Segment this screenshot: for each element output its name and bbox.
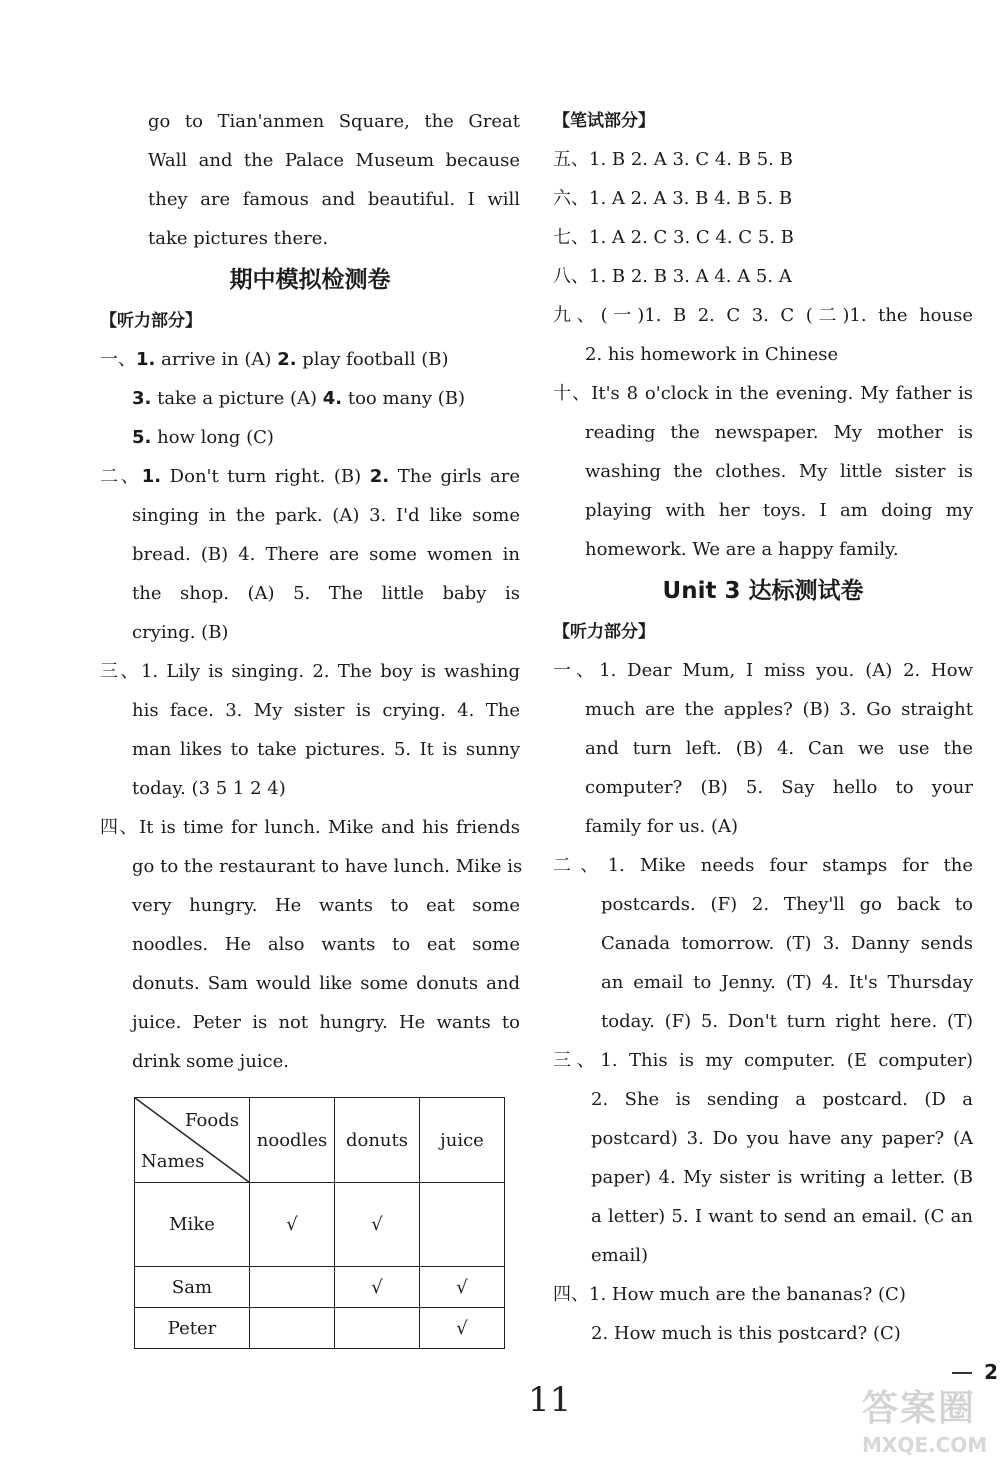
u1-line: much are the apples? (B) 3. Go straight [585, 699, 973, 720]
q10-line: homework. We are a happy family. [585, 539, 899, 560]
u4-line: 2. How much is this postcard? (C) [591, 1323, 901, 1344]
u3-line: postcard) 3. Do you have any paper? (A [591, 1128, 973, 1149]
u3-line: paper) 4. My sister is writing a letter. (B [591, 1167, 973, 1188]
check-cell [420, 1183, 505, 1267]
row-name: Peter [135, 1308, 250, 1349]
u4-line: 四、1. How much are the bananas? (C) [553, 1284, 906, 1305]
q8-line: 八、1. B 2. B 3. A 4. A 5. A [553, 266, 792, 287]
item-num: 1. [136, 349, 156, 370]
check-cell: √ [335, 1183, 420, 1267]
table-row [135, 1308, 505, 1349]
midterm-heading: 期中模拟检测卷 [229, 267, 391, 293]
item-text: play football (B) [296, 349, 449, 370]
item-text: It is time for lunch. Mike and his friends [139, 817, 520, 838]
check-cell: √ [335, 1267, 420, 1308]
row-name: Sam [135, 1267, 250, 1308]
q10-line: washing the clothes. My little sister is [585, 461, 973, 482]
page-number: 2 [984, 1360, 998, 1384]
q4-line: very hungry. He wants to eat some [132, 895, 520, 916]
check-cell: √ [250, 1183, 335, 1267]
listening-section-label: 【听力部分】 [553, 622, 655, 642]
column-header: donuts [335, 1098, 420, 1183]
q5-line: 五、1. B 2. A 3. C 4. B 5. B [553, 149, 793, 170]
u1-line: family for us. (A) [585, 816, 739, 837]
foods-label: Foods [185, 1110, 239, 1131]
q2-line: bread. (B) 4. There are some women in [132, 544, 520, 565]
foods-table [134, 1097, 505, 1349]
item-text: The girls are [389, 466, 520, 487]
table-row [135, 1267, 505, 1308]
text-line: they are famous and beautiful. I will [148, 189, 520, 210]
table-header-row [135, 1098, 505, 1183]
item-num: 2. [369, 466, 390, 487]
q3-line: his face. 3. My sister is crying. 4. The [132, 700, 520, 721]
q2-line: crying. (B) [132, 622, 229, 643]
q1-number: 一、 [100, 349, 136, 370]
text-line: Wall and the Palace Museum because [148, 150, 520, 171]
check-cell [250, 1267, 335, 1308]
q4-line: donuts. Sam would like some donuts and [132, 973, 520, 994]
q4-line: juice. Peter is not hungry. He wants to [132, 1012, 520, 1033]
q3-line: today. (3 5 1 2 4) [132, 778, 286, 799]
item-text: how long (C) [151, 427, 274, 448]
q4-line: go to the restaurant to have lunch. Mike is [132, 856, 523, 877]
watermark-logo [862, 1380, 998, 1460]
listening-section-label: 【听力部分】 [100, 311, 202, 331]
q3-line: man likes to take pictures. 5. It is sunny [132, 739, 520, 760]
q9-line: 2. his homework in Chinese [585, 344, 839, 365]
q2-line: singing in the park. (A) 3. I'd like some [132, 505, 520, 526]
column-header: juice [420, 1098, 505, 1183]
item-num: 4. [322, 388, 343, 409]
check-cell: √ [420, 1267, 505, 1308]
q3-line [100, 652, 520, 691]
table-row [135, 1183, 505, 1267]
check-cell [335, 1308, 420, 1349]
q1-line [100, 379, 520, 418]
u3-line: 三、1. This is my computer. (E computer) [553, 1050, 973, 1071]
u2-line: 二、1. Mike needs four stamps for the [553, 855, 973, 876]
q2-number: 二、 [100, 466, 142, 487]
check-cell [250, 1308, 335, 1349]
q10-line: playing with her toys. I am doing my [585, 500, 973, 521]
u3-line: a letter) 5. I want to send an email. (C an [591, 1206, 973, 1227]
q4-number: 四、 [100, 817, 140, 838]
names-label: Names [141, 1151, 205, 1172]
u3-line: email) [591, 1245, 648, 1266]
q9-line: 九、(一)1. B 2. C 3. C (二)1. the house [553, 305, 973, 326]
item-text: Don't turn right. (B) [161, 466, 370, 487]
u2-line: postcards. (F) 2. They'll go back to [601, 894, 973, 915]
item-num: 3. [132, 388, 152, 409]
u1-line: 一、1. Dear Mum, I miss you. (A) 2. How [553, 660, 973, 681]
q4-line [100, 808, 520, 847]
item-num: 1. [141, 466, 162, 487]
check-cell: √ [420, 1308, 505, 1349]
item-num: 5. [132, 427, 152, 448]
q2-line [100, 457, 520, 496]
u2-line: Canada tomorrow. (T) 3. Danny sends [601, 933, 973, 954]
watermark-bottom: MXQE.COM [862, 1433, 988, 1457]
u2-line: an email to Jenny. (T) 4. It's Thursday [601, 972, 973, 993]
table-corner-cell [135, 1098, 250, 1183]
unit3-heading: Unit 3 达标测试卷 [662, 578, 864, 604]
handwritten-mark: 11 [528, 1380, 572, 1420]
q6-line: 六、1. A 2. A 3. B 4. B 5. B [553, 188, 793, 209]
u1-line: and turn left. (B) 4. Can we use the [585, 738, 973, 759]
q3-number: 三、 [100, 661, 141, 682]
u1-line: computer? (B) 5. Say hello to your [585, 777, 973, 798]
item-num: 2. [277, 349, 297, 370]
item-text: arrive in (A) [155, 349, 278, 370]
q10-line: reading the newspaper. My mother is [585, 422, 973, 443]
left-column [100, 102, 523, 1081]
q4-line: drink some juice. [132, 1051, 290, 1072]
q1-line [100, 418, 520, 457]
q1-line [100, 340, 520, 379]
text-line: take pictures there. [148, 228, 329, 249]
q4-line: noodles. He also wants to eat some [132, 934, 520, 955]
u2-line: today. (F) 5. Don't turn right here. (T) [601, 1011, 973, 1032]
column-header: noodles [250, 1098, 335, 1183]
q7-line: 七、1. A 2. C 3. C 4. C 5. B [553, 227, 794, 248]
u3-line: 2. She is sending a postcard. (D a [591, 1089, 973, 1110]
page-number-dash [952, 1372, 972, 1374]
watermark-top: 答案圈 [862, 1388, 977, 1429]
right-column [553, 102, 973, 1353]
row-name: Mike [135, 1183, 250, 1267]
item-text: 1. Lily is singing. 2. The boy is washing [140, 661, 520, 682]
written-section-label: 【笔试部分】 [553, 111, 655, 131]
q2-line: the shop. (A) 5. The little baby is [132, 583, 520, 604]
q10-line: 十、It's 8 o'clock in the evening. My father is [553, 383, 973, 404]
text-line: go to Tian'anmen Square, the Great [148, 111, 520, 132]
item-text: take a picture (A) [151, 388, 323, 409]
item-text: too many (B) [342, 388, 466, 409]
